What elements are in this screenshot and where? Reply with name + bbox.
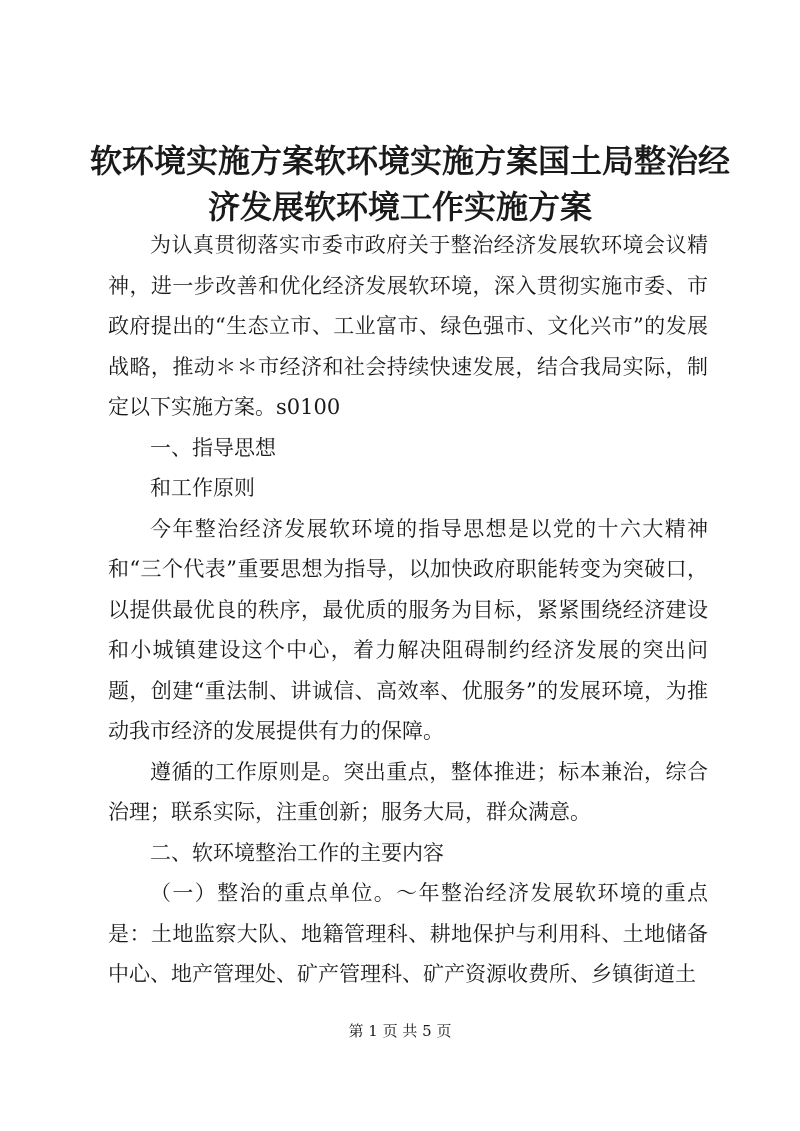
section-heading-2: 二、软环境整治工作的主要内容 [150,840,444,865]
document-title [90,138,731,230]
title-line-2: 济发展软环境工作实施方案 [207,188,592,226]
paragraph-intro: 为认真贯彻落实市委市政府关于整治经济发展软环境会议精神，进一步改善和优化经济发展软环境，深入贯彻实施市委、市政府提出的“生态立市、工业富市、绿色强市、文化兴市”的发展战略，推动＊＊市经济和社会持续快速发展，结合我局实际，制定以下实施方案。s0100 [108,233,708,419]
section-heading-1-cont: 和工作原则 [150,476,255,500]
page-footer: 第 1 页 共 5 页 [348,1022,452,1040]
paragraph-key-units: （一）整治的重点单位。～年整治经济发展软环境的重点是：土地监察大队、地籍管理科、耕地保护与利用科、土地储备中心、地产管理处、矿产管理科、矿产资源收费所、乡镇街道土 [108,881,708,986]
section-heading-1: 一、指导思想 [150,435,276,460]
paragraph-guiding-thought: 今年整治经济发展软环境的指导思想是以党的十六大精神和“三个代表”重要思想为指导，以加快政府职能转变为突破口，以提供最优良的秩序，最优质的服务为目标，紧紧围绕经济建设和小城镇建设这个中心，着力解决阻碍制约经济发展的突出问题，创建“重法制、讲诚信、高效率、优服务”的发展环境，为推动我市经济的发展提供有力的保障。 [108,516,708,743]
title-line-1: 软环境实施方案软环境实施方案国土局整治经 [90,142,731,180]
document-body [108,225,708,995]
paragraph-principles: 遵循的工作原则是。突出重点，整体推进；标本兼治，综合治理；联系实际，注重创新；服务大局，群众满意。 [108,759,708,824]
